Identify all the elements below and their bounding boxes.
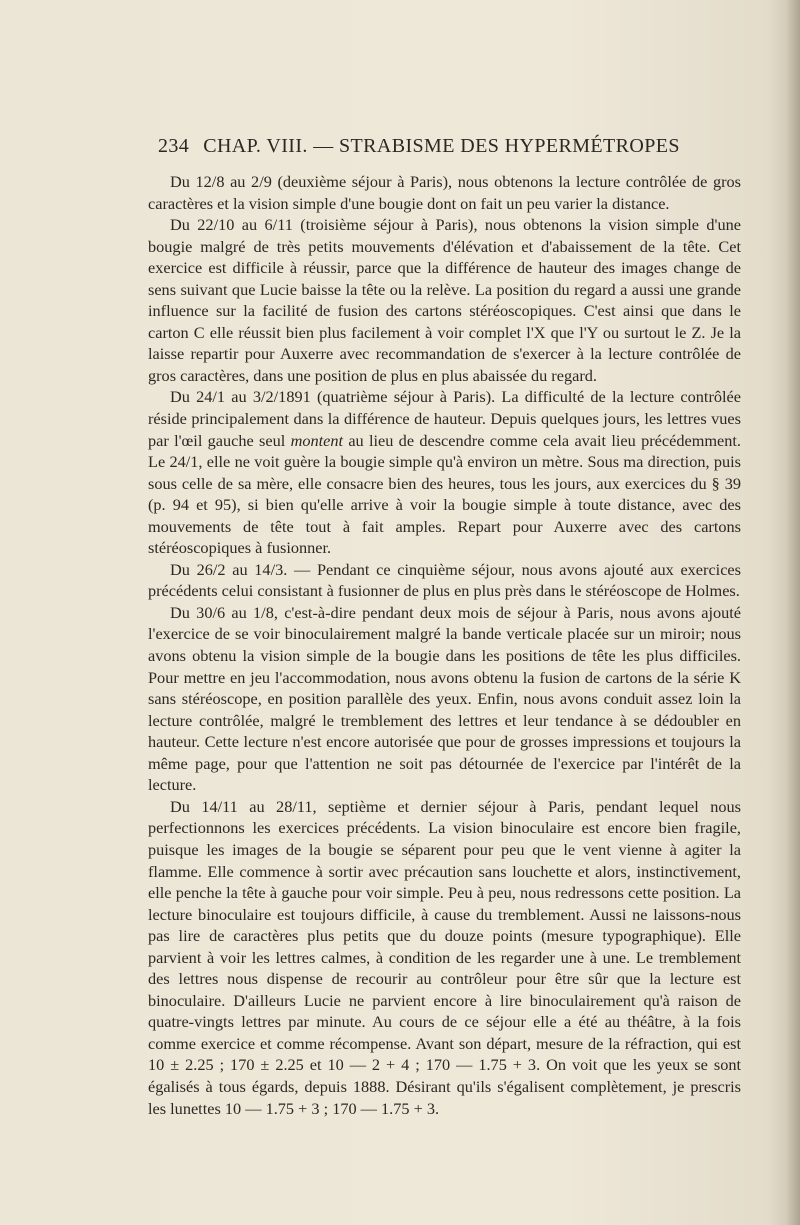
running-header (158, 135, 748, 158)
page-number: 234 (158, 135, 190, 157)
page-body (148, 171, 741, 1119)
paragraph-1: Du 12/8 au 2/9 (deuxième séjour à Paris), nous obtenons la lecture contrôlée de gros caractères et la vision simple d'une bougie dont on fait un peu varier la distance. (148, 172, 741, 213)
paragraph-3 (148, 386, 741, 558)
paragraph-6: Du 14/11 au 28/11, septième et dernier séjour à Paris, pendant lequel nous perfectionnons les exercices précédents. La vision binoculaire est encore bien fragile, puisque les images de la bougie se séparent pour peu que le vent vienne à agiter la flamme. Elle commence à sortir avec précaution sans louchette et alors, instinctivement, elle penche la tête à gauche pour voir simple. Peu à peu, nous redressons cette position. La lecture binoculaire est toujours difficile, à cause du tremblement. Aussi ne laissons-nous pas lire de caractères plus petits que du douze points (mesure typographique). Elle parvient à voir les lettres calmes, à condition de les regarder une à une. Le tremblement des lettres nous dispense de recourir au contrôleur pour être sûr que la lecture est binoculaire. D'ailleurs Lucie ne parvient encore à lire binoculairement qu'à raison de quatre-vingts lettres par minute. Au cours de ce séjour elle a été au théâtre, à la fois comme exercice et comme récompense. Avant son départ, mesure de la réfraction, qui est 10 ± 2.25 ; 170 ± 2.25 et 10 — 2 + 4 ; 170 — 1.75 + 3. On voit que les yeux se sont égalisés à tous égards, depuis 1888. Désirant qu'ils s'égalisent complètement, je prescris les lunettes 10 — 1.75 + 3 ; 170 — 1.75 + 3. (148, 796, 741, 1118)
running-title: CHAP. VIII. — STRABISME DES HYPERMÉTROPES (203, 135, 680, 157)
page-edge-shadow (786, 0, 800, 1225)
paragraph-2: Du 22/10 au 6/11 (troisième séjour à Paris), nous obtenons la vision simple d'une bougie malgré de très petits mouvements d'élévation et d'abaissement de la tête. Cet exercice est difficile à réussir, parce que la différence de hauteur des images change de sens suivant que Lucie baisse la tête ou la relève. La position du regard a aussi une grande influence sur la facilité de fusion des cartons stéréoscopiques. C'est ainsi que dans le carton C elle réussit bien plus facilement à voir complet l'X que l'Y ou surtout le Z. Je la laisse repartir pour Auxerre avec recommandation de s'exercer à la lecture contrôlée de gros caractères, dans une position de plus en plus abaissée du regard. (148, 215, 741, 385)
paragraph-3-start: Du 24/1 au 3/2/1891 (quatrième séjour à Paris). La difficulté de la lecture contrôlée réside principalement dans la différence de hauteur. Depuis quelques jours, les lettres vues par l'œil gauche seul (148, 387, 741, 450)
emphasized-word: montent (290, 430, 344, 450)
paragraph-5: Du 30/6 au 1/8, c'est-à-dire pendant deux mois de séjour à Paris, nous avons ajouté l'exercice de se voir binoculairement malgré la bande verticale placée sur un miroir; nous avons obtenu la vision simple de la bougie dans les positions de tête les plus difficiles. Pour mettre en jeu l'accommodation, nous avons obtenu la fusion de cartons de la série K sans stéréoscope, en position parallèle des yeux. Enfin, nous avons conduit assez loin la lecture contrôlée, malgré le tremblement des lettres et leur tendance à se dédoubler en hauteur. Cette lecture n'est encore autorisée que pour de grosses impressions et toujours la même page, pour que l'attention ne soit pas détournée de l'exercice par l'intérêt de la lecture. (148, 602, 741, 795)
paragraph-4: Du 26/2 au 14/3. — Pendant ce cinquième séjour, nous avons ajouté aux exercices précédents celui consistant à fusionner de plus en plus près dans le stéréoscope de Holmes. (148, 559, 741, 601)
paragraph-3-end: au lieu de descendre comme cela avait lieu précédemment. Le 24/1, elle ne voit guère la bougie simple qu'à environ un mètre. Sous ma direction, puis sous celle de sa mère, elle consacre bien des heures, tous les jours, aux exercices du § 39 (p. 94 et 95), si bien qu'elle arrive à voir la bougie simple à toute distance, avec des mouvements de tête tout à fait amples. Repart pour Auxerre avec des cartons stéréoscopiques à fusionner. (148, 430, 741, 558)
